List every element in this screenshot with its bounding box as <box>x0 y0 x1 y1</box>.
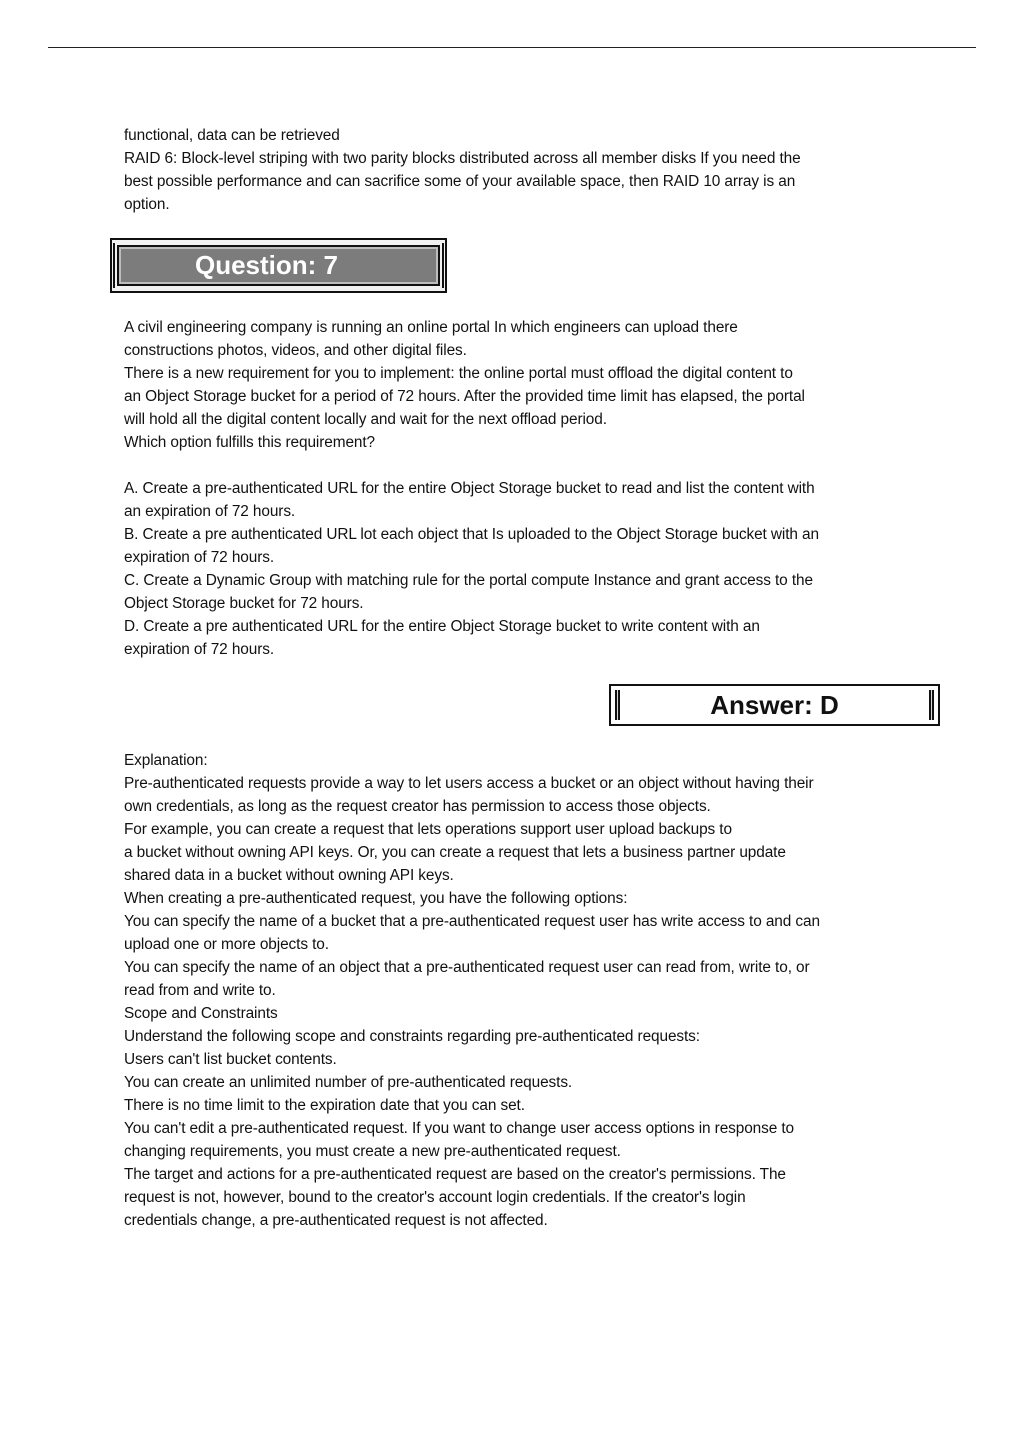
explanation-body <box>124 749 934 1232</box>
question-line: an Object Storage bucket for a period of 72 hours. After the provided time limit has elapsed, the portal <box>124 388 805 405</box>
question-line: constructions photos, videos, and other digital files. <box>124 342 467 359</box>
option-c-cont: Object Storage bucket for 72 hours. <box>124 595 364 612</box>
question-body <box>124 316 934 661</box>
explanation-line: Scope and Constraints <box>124 1005 278 1022</box>
explanation-line: Pre-authenticated requests provide a way to let users access a bucket or an object without having their <box>124 775 814 792</box>
explanation-line: You can specify the name of a bucket that a pre-authenticated request user has write access to and can <box>124 913 820 930</box>
intro-line: best possible performance and can sacrifice some of your available space, then RAID 10 array is an <box>124 173 796 190</box>
explanation-line: request is not, however, bound to the creator's account login credentials. If the creator's login <box>124 1189 746 1206</box>
intro-line: functional, data can be retrieved <box>124 127 340 144</box>
question-line: Which option fulfills this requirement? <box>124 434 376 451</box>
explanation-line: own credentials, as long as the request creator has permission to access those objects. <box>124 798 711 815</box>
explanation-line: read from and write to. <box>124 982 276 999</box>
intro-text <box>124 124 934 216</box>
explanation-line: changing requirements, you must create a new pre-authenticated request. <box>124 1143 621 1160</box>
explanation-line: Understand the following scope and constraints regarding pre-authenticated requests: <box>124 1028 700 1045</box>
explanation-line: upload one or more objects to. <box>124 936 329 953</box>
question-line: There is a new requirement for you to implement: the online portal must offload the digital content to <box>124 365 793 382</box>
question-title: Question: 7 <box>194 250 338 280</box>
option-b-cont: expiration of 72 hours. <box>124 549 274 566</box>
explanation-line: shared data in a bucket without owning API keys. <box>124 867 454 884</box>
option-b: B. Create a pre authenticated URL lot each object that Is uploaded to the Object Storage bucket with an <box>124 526 819 543</box>
answer-label: Answer: D <box>710 689 839 720</box>
question-line: will hold all the digital content locally and wait for the next offload period. <box>124 411 607 428</box>
option-c: C. Create a Dynamic Group with matching rule for the portal compute Instance and grant access to the <box>124 572 813 589</box>
explanation-line: Users can't list bucket contents. <box>124 1051 337 1068</box>
explanation-line: The target and actions for a pre-authenticated request are based on the creator's permissions. The <box>124 1166 786 1183</box>
intro-line: RAID 6: Block-level striping with two parity blocks distributed across all member disks If you need the <box>124 150 801 167</box>
option-d-cont: expiration of 72 hours. <box>124 641 274 658</box>
option-a-cont: an expiration of 72 hours. <box>124 503 296 520</box>
option-d: D. Create a pre authenticated URL for the entire Object Storage bucket to write content with an <box>124 618 760 635</box>
explanation-line: You can't edit a pre-authenticated request. If you want to change user access options in response to <box>124 1120 794 1137</box>
explanation-line: For example, you can create a request that lets operations support user upload backups to <box>124 821 732 838</box>
explanation-line: a bucket without owning API keys. Or, you can create a request that lets a business partner update <box>124 844 786 861</box>
header-rule <box>48 47 976 48</box>
question-banner <box>110 238 447 293</box>
explanation-line: When creating a pre-authenticated request, you have the following options: <box>124 890 628 907</box>
option-a: A. Create a pre-authenticated URL for the entire Object Storage bucket to read and list the content with <box>124 480 815 497</box>
question-line: A civil engineering company is running an online portal In which engineers can upload there <box>124 319 738 336</box>
intro-line: option. <box>124 196 170 213</box>
explanation-line: Explanation: <box>124 752 208 769</box>
explanation-line: You can specify the name of an object that a pre-authenticated request user can read from, write to, or <box>124 959 810 976</box>
explanation-line: credentials change, a pre-authenticated request is not affected. <box>124 1212 548 1229</box>
explanation-line: There is no time limit to the expiration date that you can set. <box>124 1097 525 1114</box>
answer-banner <box>609 684 940 726</box>
explanation-line: You can create an unlimited number of pre-authenticated requests. <box>124 1074 573 1091</box>
